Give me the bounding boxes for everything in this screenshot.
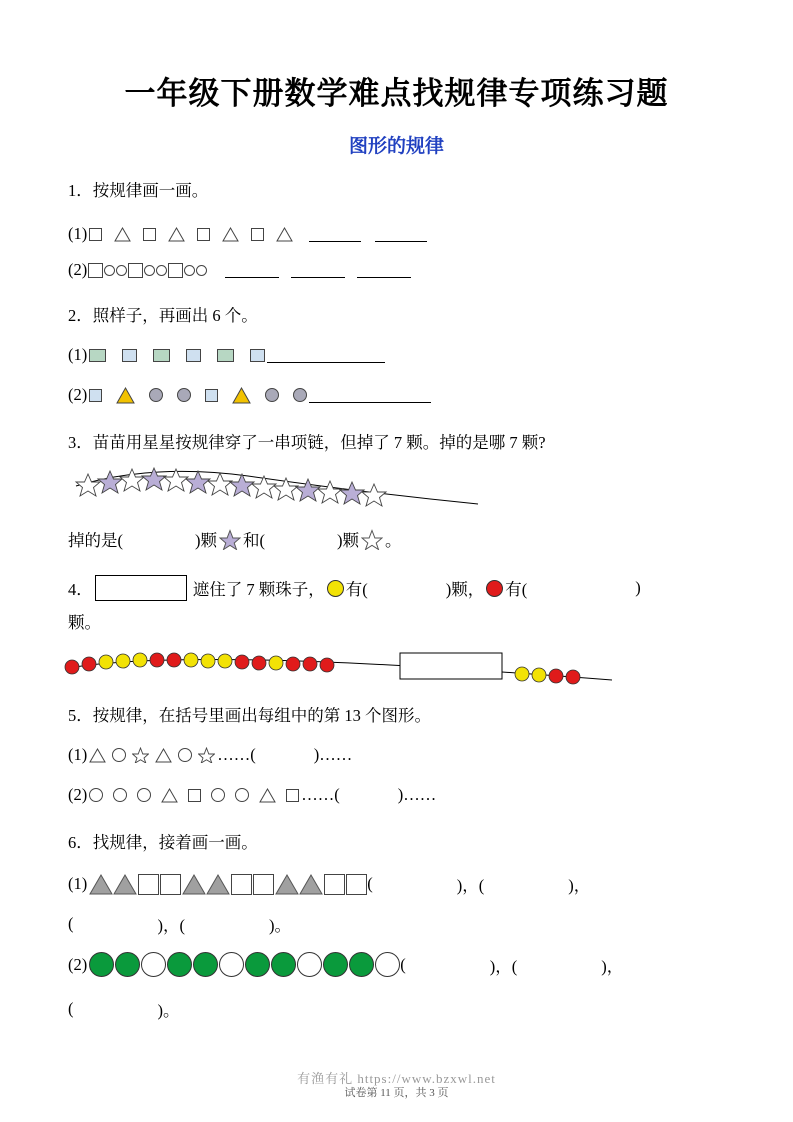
square-outline xyxy=(160,874,181,895)
circle-outline xyxy=(196,265,207,276)
question-6-item-2-line2 xyxy=(68,997,180,1021)
circle-green xyxy=(193,952,218,977)
triangle-outline xyxy=(276,227,293,242)
square-outline xyxy=(253,874,274,895)
circle-outline xyxy=(116,265,127,276)
triangle-outline xyxy=(168,227,185,242)
star-purple xyxy=(219,529,241,550)
circle-outline xyxy=(104,265,115,276)
paren-end: )。 xyxy=(269,916,291,935)
triangle-gray xyxy=(89,874,113,895)
item-label: (2) xyxy=(68,954,88,974)
item-label: (1) xyxy=(68,745,88,764)
answer-unit-2: )颗 xyxy=(337,531,359,550)
circle-outline xyxy=(235,788,249,802)
page-title: 一年级下册数学难点找规律专项练习题 xyxy=(124,76,669,111)
circle-outline xyxy=(112,748,126,762)
question-5-item-2 xyxy=(68,785,436,805)
question-2-text: 2．照样子，再画出 6 个。 xyxy=(68,306,258,325)
triangle-outline xyxy=(161,788,178,803)
triangle-outline xyxy=(155,748,172,763)
paren-end: )， xyxy=(568,876,591,895)
question-2-item-2 xyxy=(68,385,431,405)
circle-outline xyxy=(211,788,225,802)
circle-green xyxy=(115,952,140,977)
paren-sep: )，( xyxy=(456,876,485,895)
square-outline xyxy=(324,874,345,895)
item-label: (1) xyxy=(68,345,88,364)
open-paren: ( xyxy=(68,914,74,933)
cover-box[interactable] xyxy=(95,575,187,601)
square-outline xyxy=(138,874,159,895)
page-footer: 试卷第 11 页，共 3 页 xyxy=(344,1087,449,1099)
square-outline xyxy=(286,789,299,802)
star-outline xyxy=(361,529,383,550)
triangle-gray xyxy=(113,874,137,895)
question-4-text-cont: 颗。 xyxy=(68,613,101,632)
triangle-gray xyxy=(182,874,206,895)
circle-green xyxy=(323,952,348,977)
square-outline xyxy=(188,789,201,802)
paren-end: )。 xyxy=(157,1001,180,1020)
circle-white xyxy=(141,952,166,977)
triangle-gray xyxy=(206,874,230,895)
question-5-text: 5．按规律，在括号里画出每组中的第 13 个图形。 xyxy=(68,706,431,725)
paren-end: )， xyxy=(601,956,624,976)
circle-red xyxy=(486,580,503,597)
item-label: (2) xyxy=(68,260,88,279)
triangle-gray xyxy=(275,874,299,895)
answer-blank[interactable] xyxy=(357,262,411,278)
paren-sep: )，( xyxy=(489,956,518,976)
ellipsis-open-paren: ……( xyxy=(217,745,256,764)
answer-blank[interactable] xyxy=(309,387,431,403)
question-6-item-2 xyxy=(68,952,623,977)
square-blue xyxy=(250,349,265,362)
answer-suffix: 。 xyxy=(385,531,402,550)
item-label: (1) xyxy=(68,224,88,243)
open-paren: ( xyxy=(367,874,373,893)
circle-outline xyxy=(184,265,195,276)
answer-blank[interactable] xyxy=(309,226,361,242)
question-6-item-1 xyxy=(68,872,590,896)
answer-blank[interactable] xyxy=(375,226,427,242)
circle-green xyxy=(89,952,114,977)
circle-outline xyxy=(156,265,167,276)
question-1-text: 1．按规律画一画。 xyxy=(68,181,209,200)
circle-gray xyxy=(177,388,191,402)
triangle-outline xyxy=(89,748,106,763)
ellipsis-open-paren: ……( xyxy=(301,785,340,804)
question-4-text: 4． 遮住了 7 颗珠子， 有( )颗， 有( ) xyxy=(68,575,641,601)
open-paren: ( xyxy=(68,999,74,1018)
item-label: (2) xyxy=(68,385,88,404)
answer-and: 和( xyxy=(243,531,265,550)
question-6-text: 6．找规律，接着画一画。 xyxy=(68,833,258,852)
square-green xyxy=(89,349,106,362)
circle-white xyxy=(219,952,244,977)
circle-outline xyxy=(144,265,155,276)
triangle-yellow xyxy=(232,387,251,404)
close-paren-ellipsis: )…… xyxy=(397,785,437,804)
circle-gray xyxy=(265,388,279,402)
star-necklace-illustration xyxy=(68,462,488,527)
square-green xyxy=(153,349,170,362)
square-blue xyxy=(186,349,201,362)
triangle-gray xyxy=(299,874,323,895)
star-outline xyxy=(132,747,149,763)
square-outline xyxy=(128,263,143,278)
triangle-outline xyxy=(259,788,276,803)
triangle-outline xyxy=(114,227,131,242)
question-1-item-2 xyxy=(68,260,411,280)
square-blue xyxy=(205,389,218,402)
triangle-yellow xyxy=(116,387,135,404)
circle-green xyxy=(245,952,270,977)
square-outline xyxy=(88,263,103,278)
answer-blank[interactable] xyxy=(225,262,279,278)
question-3-answer-line xyxy=(68,527,402,551)
circle-outline xyxy=(178,748,192,762)
square-outline xyxy=(143,228,156,241)
square-outline xyxy=(197,228,210,241)
item-label: (1) xyxy=(68,874,88,893)
question-6-item-1-line2 xyxy=(68,912,291,936)
square-outline xyxy=(231,874,252,895)
circle-outline xyxy=(89,788,103,802)
question-1-item-1 xyxy=(68,224,427,244)
square-green xyxy=(217,349,234,362)
bead-string-illustration xyxy=(60,648,620,695)
circle-outline xyxy=(113,788,127,802)
circle-green xyxy=(349,952,374,977)
circle-gray xyxy=(149,388,163,402)
square-outline xyxy=(89,228,102,241)
circle-white xyxy=(375,952,400,977)
watermark: 有渔有礼 https://www.bzxwl.net xyxy=(297,1071,496,1086)
paren-sep: )，( xyxy=(157,916,185,935)
item-label: (2) xyxy=(68,785,88,804)
answer-prefix: 掉的是( xyxy=(68,531,123,550)
circle-outline xyxy=(137,788,151,802)
circle-yellow xyxy=(327,580,344,597)
square-outline xyxy=(346,874,367,895)
square-blue xyxy=(122,349,137,362)
question-5-item-1 xyxy=(68,745,352,765)
star-outline xyxy=(198,747,215,763)
answer-unit-1: )颗 xyxy=(195,531,217,550)
square-outline xyxy=(168,263,183,278)
circle-white xyxy=(297,952,322,977)
page-subtitle: 图形的规律 xyxy=(348,136,444,157)
close-paren-ellipsis: )…… xyxy=(313,745,353,764)
question-3-text: 3．苗苗用星星按规律穿了一串项链，但掉了 7 颗。掉的是哪 7 颗? xyxy=(68,433,546,452)
question-2-item-1 xyxy=(68,345,385,365)
circle-green xyxy=(271,952,296,977)
circle-gray xyxy=(293,388,307,402)
circle-green xyxy=(167,952,192,977)
square-outline xyxy=(251,228,264,241)
answer-blank[interactable] xyxy=(291,262,345,278)
triangle-outline xyxy=(222,227,239,242)
answer-blank[interactable] xyxy=(267,347,385,363)
square-blue xyxy=(89,389,102,402)
open-paren: ( xyxy=(400,954,406,974)
